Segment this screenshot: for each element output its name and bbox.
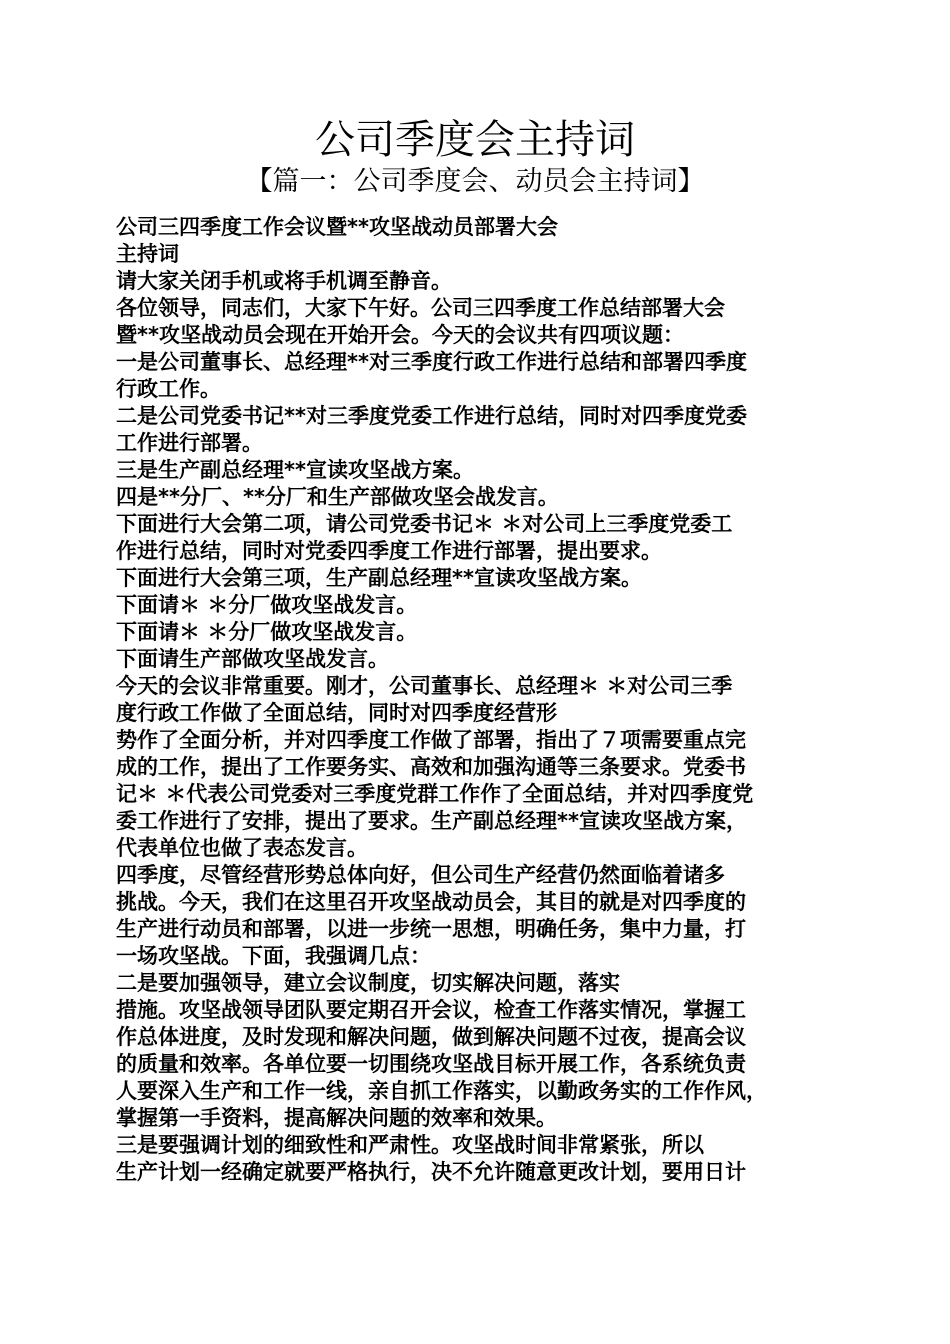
document-body	[116, 214, 842, 1186]
body-text-line: 四季度，尽管经营形势总体向好，但公司生产经营仍然面临着诸多	[116, 863, 725, 887]
body-text-line: 下面请生产部做攻坚战发言。	[116, 647, 389, 671]
body-text-line: 今天的会议非常重要。刚才，公司董事长、总经理＊ ＊对公司三季	[116, 674, 733, 698]
body-text-line: 下面进行大会第二项，请公司党委书记＊ ＊对公司上三季度党委工	[116, 512, 733, 536]
body-text-line: 一场攻坚战。下面，我强调几点：	[116, 944, 431, 968]
body-text-line: 生产计划一经确定就要严格执行，决不允许随意更改计划，要用日计	[116, 1160, 746, 1184]
body-text-line: 下面请＊ ＊分厂做攻坚战发言。	[116, 620, 418, 644]
body-text-line: 作总体进度，及时发现和解决问题，做到解决问题不过夜，提高会议	[116, 1025, 746, 1049]
body-text-line: 记＊ ＊代表公司党委对三季度党群工作作了全面总结，并对四季度党	[116, 782, 754, 806]
document-subtitle: 【篇一：公司季度会、动员会主持词】	[245, 166, 705, 197]
body-text-line: 挑战。今天，我们在这里召开攻坚战动员会，其目的就是对四季度的	[116, 890, 746, 914]
body-text-line: 三是要强调计划的细致性和严肃性。攻坚战时间非常紧张，所以	[116, 1133, 704, 1157]
body-text-line: 请大家关闭手机或将手机调至静音。	[116, 269, 452, 293]
body-text-line: 各位领导，同志们，大家下午好。公司三四季度工作总结部署大会	[116, 296, 725, 320]
body-text-line: 四是**分厂、**分厂和生产部做攻坚会战发言。	[116, 485, 559, 509]
body-text-line: 委工作进行了安排，提出了要求。生产副总经理**宣读攻坚战方案，	[116, 809, 747, 833]
body-text-line: 行政工作。	[116, 377, 221, 401]
body-text-line: 三是生产副总经理**宣读攻坚战方案。	[116, 458, 474, 482]
body-text-line: 工作进行部署。	[116, 431, 263, 455]
body-text-line: 下面进行大会第三项，生产副总经理**宣读攻坚战方案。	[116, 566, 642, 590]
body-text-line: 生产进行动员和部署，以进一步统一思想，明确任务，集中力量，打	[116, 917, 746, 941]
body-text-line: 代表单位也做了表态发言。	[116, 836, 368, 860]
body-text-line: 措施。攻坚战领导团队要定期召开会议，检查工作落实情况，掌握工	[116, 998, 746, 1022]
body-text-line: 度行政工作做了全面总结，同时对四季度经营形	[116, 701, 557, 725]
body-text-line: 二是公司党委书记**对三季度党委工作进行总结，同时对四季度党委	[116, 404, 747, 428]
body-text-line: 下面请＊ ＊分厂做攻坚战发言。	[116, 593, 418, 617]
body-text-line: 成的工作，提出了工作要务实、高效和加强沟通等三条要求。党委书	[116, 755, 746, 779]
body-text-line: 公司三四季度工作会议暨**攻坚战动员部署大会	[116, 215, 558, 239]
document-title: 公司季度会主持词	[315, 117, 635, 163]
body-text-line: 主持词	[116, 242, 179, 266]
body-text-line: 掌握第一手资料，提高解决问题的效率和效果。	[116, 1106, 557, 1130]
body-text-line: 的质量和效率。各单位要一切围绕攻坚战目标开展工作，各系统负责	[116, 1052, 746, 1076]
body-text-line: 势作了全面分析，并对四季度工作做了部署，指出了７项需要重点完	[116, 728, 746, 752]
body-text-line: 暨**攻坚战动员会现在开始开会。今天的会议共有四项议题：	[116, 323, 684, 347]
body-text-line: 作进行总结，同时对党委四季度工作进行部署，提出要求。	[116, 539, 662, 563]
body-text-line: 一是公司董事长、总经理**对三季度行政工作进行总结和部署四季度	[116, 350, 747, 374]
body-text-line: 二是要加强领导，建立会议制度，切实解决问题，落实	[116, 971, 620, 995]
body-text-line: 人要深入生产和工作一线，亲自抓工作落实，以勤政务实的工作作风，	[116, 1079, 767, 1103]
